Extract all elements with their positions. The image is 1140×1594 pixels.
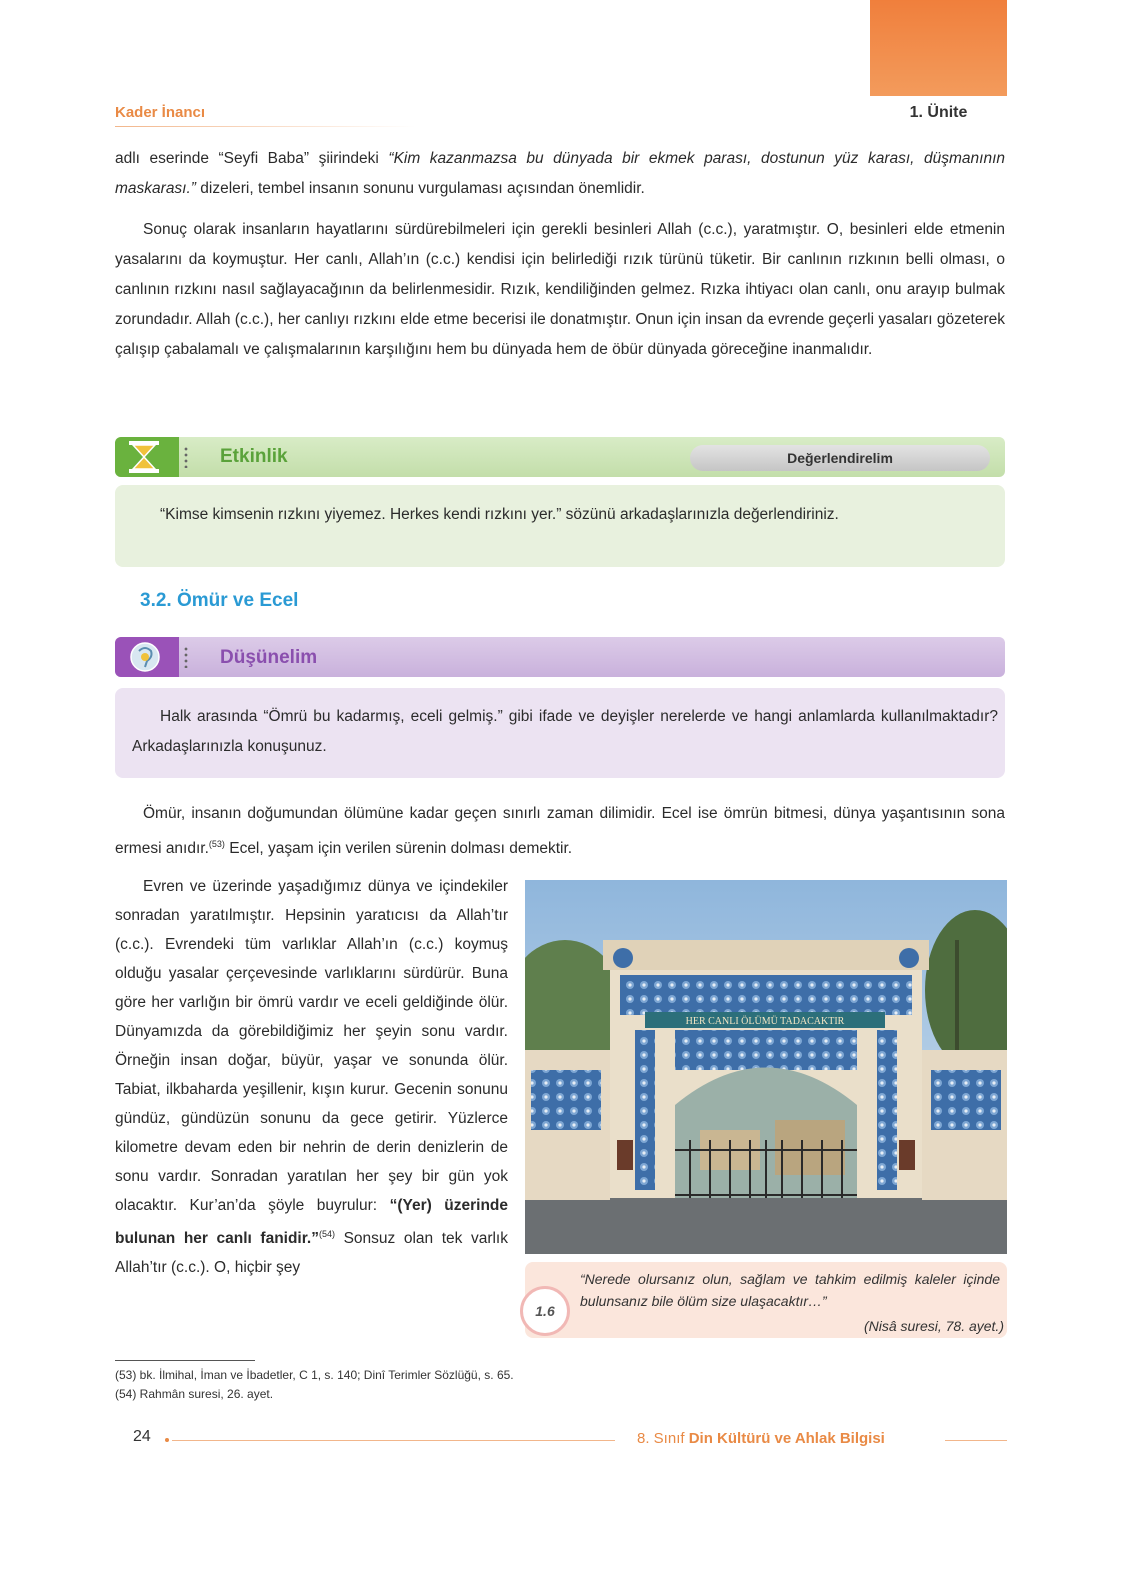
unit-label: 1. Ünite bbox=[870, 96, 1007, 130]
omur-paragraph bbox=[115, 799, 1005, 864]
hourglass-icon bbox=[115, 437, 179, 477]
footer-course: Din Kültürü ve Ahlak Bilgisi bbox=[688, 1430, 885, 1447]
evren-paragraph bbox=[115, 872, 508, 1282]
evren-quote: “(Yer) üzerinde bulunan her canlı fanidir.” bbox=[115, 1197, 508, 1248]
footnote-54: (54) Rahmân suresi, 26. ayet. bbox=[115, 1387, 274, 1401]
etkinlik-title: Etkinlik bbox=[220, 446, 288, 467]
gate-inscription: HER CANLI ÖLÜMÜ TADACAKTIR bbox=[685, 1016, 845, 1027]
paragraph-2: Sonuç olarak insanların hayatlarını sürdürebilmeleri için gerekli besinleri Allah (c.c.), yaratmıştır. O, besinleri elde etmenin yasalarını da koymuştur. Her canlı, Allah’ın (c.c.) kendisi için belirlediği rızık türünü tüketir. Bir canlının rızkının belli olması, o canlının rızkını nasıl sağlayacağının da belirlenmesidir. Rızık, kendiliğinden gelmez. Rızka ihtiyacı olan canlı, onu arayıp bulmak zorundadır. Allah (c.c.), her canlıyı rızkını elde etme becerisi ile donatmıştır. Onun için insan da evrende geçerli yasaları gözeterek çalışıp çabalamalı ve çalışmalarının karşılığını hem bu dünyada hem de öbür dünyada göreceğine inanmalıdır. bbox=[115, 221, 1005, 358]
footer-rule-left bbox=[172, 1440, 615, 1441]
evren-text-after: Sonsuz olan tek varlık Allah’tır (c.c.). O, hiçbir şey bbox=[115, 1230, 508, 1277]
figure-source: (Nisâ suresi, 78. ayet.) bbox=[863, 1318, 1004, 1334]
header-divider bbox=[115, 126, 415, 127]
thinking-head-icon bbox=[115, 637, 179, 677]
omur-text-after: Ecel, yaşam için verilen sürenin dolması demektir. bbox=[224, 840, 573, 858]
footer-dot bbox=[165, 1438, 169, 1442]
footer-rule-right bbox=[945, 1440, 1007, 1441]
dusunelim-dots bbox=[183, 646, 189, 668]
page-number: 24 bbox=[133, 1428, 151, 1445]
header-orange-tab bbox=[870, 0, 1007, 96]
p1-quote: “Kim kazanmazsa bu dünyada bir ekmek parası, dostunun yüz karası, düşmanının maskarası.” bbox=[115, 150, 1005, 197]
p1-before: adlı eserinde “Seyfi Baba” şiirindeki bbox=[115, 150, 389, 167]
etkinlik-dots bbox=[183, 446, 189, 468]
section-title: 3.2. Ömür ve Ecel bbox=[140, 590, 299, 611]
evren-text: Evren ve üzerinde yaşadığımız dünya ve içindekiler sonradan yaratılmıştır. Hepsinin yaratıcısı da Allah’tır (c.c.). Evrendeki tüm varlıklar Allah’ın (c.c.) koymuş olduğu yasalar çerçevesinde varlıklarını sürdürür. Buna göre her varlığın bir ömrü vardır ve eceli geldiğinde ölür. Dünyamızda da görebildiğimiz her şeyin sonu vardır. Örneğin insan doğar, büyür, yaşar ve sonunda ölür. Tabiat, ilkbaharda yeşillenir, kışın kurur. Gecenin sonunu gündüz, gündüzün sonunu da gece getirir. Yüzlerce kilometre devam eden bir nehrin de derin denizlerin de sonu vardır. Sonradan yaratılan her şey bir gün yok olacaktır. Kur’an’da şöyle buyrulur: bbox=[115, 878, 508, 1214]
footnote-divider bbox=[115, 1360, 255, 1361]
footnote-ref-54: (54) bbox=[318, 1229, 335, 1239]
footnote-53: (53) bk. İlmihal, İman ve İbadetler, C 1, s. 140; Dinî Terimler Sözlüğü, s. 65. bbox=[115, 1368, 514, 1382]
paragraph-1 bbox=[115, 144, 1005, 204]
footer-grade: 8. Sınıf bbox=[637, 1430, 689, 1447]
figure-number-badge: 1.6 bbox=[520, 1286, 570, 1336]
footer-book-title bbox=[637, 1430, 885, 1447]
figure-caption: “Nerede olursanız olun, sağlam ve tahkim edilmiş kaleler içinde bulunsanız bile ölüm size ulaşacaktır…” bbox=[580, 1271, 1000, 1309]
p1-after: dizeleri, tembel insanın sonunu vurgulaması açısından önemlidir. bbox=[195, 180, 645, 197]
etkinlik-tag: Değerlendirelim bbox=[690, 445, 990, 471]
footnote-ref-53: (53) bbox=[208, 839, 225, 849]
cemetery-gate-photo bbox=[525, 880, 1007, 1254]
dusunelim-text: Halk arasında “Ömrü bu kadarmış, eceli gelmiş.” gibi ifade ve deyişler nerelerde ve hangi anlamlarda kullanılmaktadır? Arkadaşlarınızla konuşunuz. bbox=[132, 708, 998, 755]
omur-text-before: Ömür, insanın doğumundan ölümüne kadar geçen sınırlı zaman dilimidir. Ecel ise ömrün bitmesi, dünya yaşantısının sona ermesi anıdır. bbox=[115, 805, 1005, 858]
etkinlik-text: “Kimse kimsenin rızkını yiyemez. Herkes kendi rızkını yer.” sözünü arkadaşlarınızla değerlendiriniz. bbox=[160, 506, 839, 523]
dusunelim-title: Düşünelim bbox=[220, 647, 318, 668]
chapter-title: Kader İnancı bbox=[115, 104, 206, 121]
